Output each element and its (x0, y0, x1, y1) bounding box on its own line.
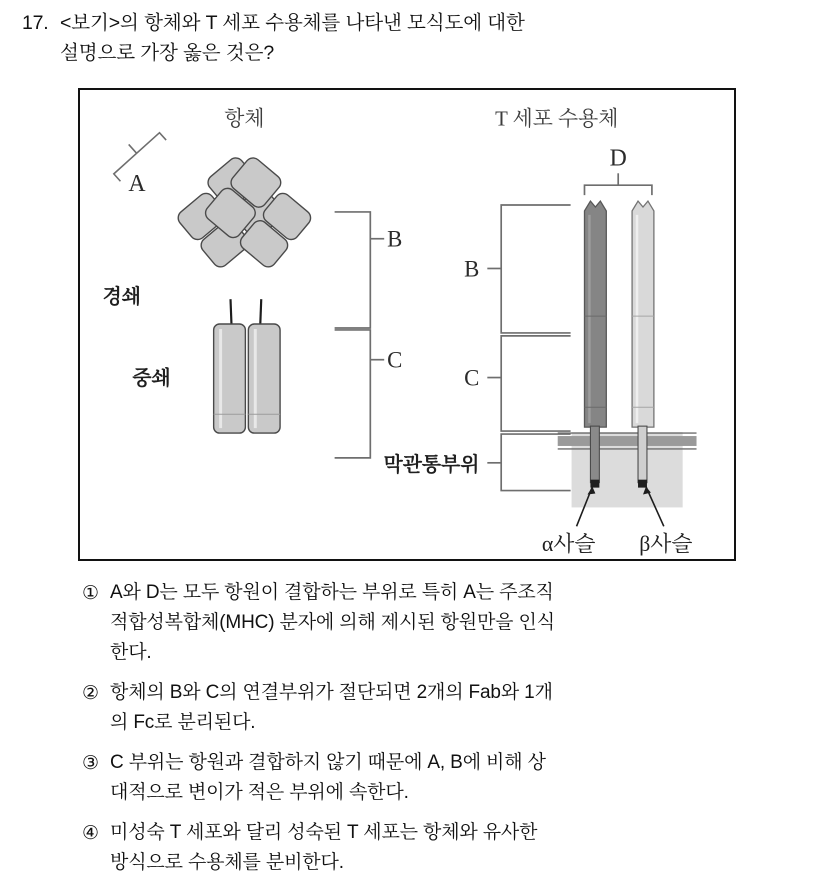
heavy-chain-fc-right (248, 324, 280, 433)
beta-chain-transmembrane-stalk (638, 426, 647, 483)
label-B-tcr: B (464, 256, 480, 282)
choice-1-marker: ① (82, 582, 100, 604)
antibody-title: 항체 (224, 106, 265, 131)
heavy-chain-fc-left (214, 324, 246, 433)
choice-1-line-1: A와 D는 모두 항원이 결합하는 부위로 특히 A는 주조직 (110, 582, 554, 603)
diagram-svg (80, 90, 734, 559)
question-text-line1: <보기>의 항체와 T 세포 수용체를 나타낸 모식도에 대한 (60, 12, 525, 34)
choice-1-line-2: 적합성복합체(MHC) 분자에 의해 제시된 항원만을 인식 (110, 612, 555, 633)
fc-region (214, 324, 280, 433)
answer-choices (82, 578, 802, 888)
label-B-bracket-tcr (501, 205, 570, 333)
heavy-chain-label: 중쇄 (132, 367, 171, 390)
choice-1-line-3: 한다. (110, 642, 152, 663)
label-B-bracket-antibody (335, 212, 371, 328)
antibody-diagram (103, 124, 403, 458)
question-block (22, 8, 802, 68)
tcr-title: T 세포 수용체 (495, 106, 619, 131)
choice-2-marker: ② (82, 682, 100, 704)
choice-3-line-2: 대적으로 변이가 적은 부위에 속한다. (110, 782, 409, 803)
label-D-bracket (584, 173, 651, 195)
tcr-diagram (384, 145, 697, 556)
choice-3[interactable] (82, 748, 802, 808)
membrane-bilayer-band (558, 436, 697, 446)
label-C-bracket-antibody (335, 330, 371, 458)
choice-3-line-1: C 부위는 항원과 결합하지 않기 때문에 A, B에 비해 상 (110, 752, 546, 773)
label-A: A (128, 171, 146, 198)
choice-3-marker: ③ (82, 752, 100, 774)
alpha-chain-transmembrane-stalk (590, 426, 599, 483)
label-D: D (609, 145, 627, 172)
hinge-link-left (231, 299, 232, 325)
choice-2[interactable] (82, 678, 802, 738)
membrane-region-label: 막관통부위 (383, 453, 480, 476)
choice-1[interactable] (82, 578, 802, 668)
question-text-line2: 설명으로 가장 옳은 것은? (60, 42, 275, 64)
choice-4-marker: ④ (82, 822, 100, 844)
hinge-link-right (260, 299, 261, 325)
choice-1-body (110, 578, 802, 668)
tcr-left-brackets (487, 205, 570, 491)
question-first-row (22, 8, 802, 38)
label-B-antibody: B (387, 226, 403, 252)
label-C-bracket-tcr (501, 336, 570, 431)
label-C-tcr: C (464, 365, 480, 391)
beta-chain-label: β사슬 (639, 532, 693, 557)
figure-box (78, 88, 736, 561)
light-chain-label: 경쇄 (102, 286, 141, 309)
choice-2-line-1: 항체의 B와 C의 연결부위가 절단되면 2개의 Fab와 1개 (110, 682, 553, 703)
antibody-bc-brackets (335, 212, 385, 458)
choice-3-body (110, 748, 802, 808)
choice-2-body (110, 678, 802, 738)
label-C-antibody: C (387, 347, 403, 373)
choice-4[interactable] (82, 818, 802, 878)
beta-chain-tail (638, 480, 647, 488)
choice-4-line-2: 방식으로 수용체를 분비한다. (110, 852, 344, 873)
choice-4-line-1: 미성숙 T 세포와 달리 성숙된 T 세포는 항체와 유사한 (110, 822, 538, 843)
choice-4-body (110, 818, 802, 878)
choice-2-line-2: 의 Fc로 분리된다. (110, 712, 256, 733)
alpha-chain-label: α사슬 (541, 532, 596, 557)
question-number: 17. (22, 12, 49, 34)
